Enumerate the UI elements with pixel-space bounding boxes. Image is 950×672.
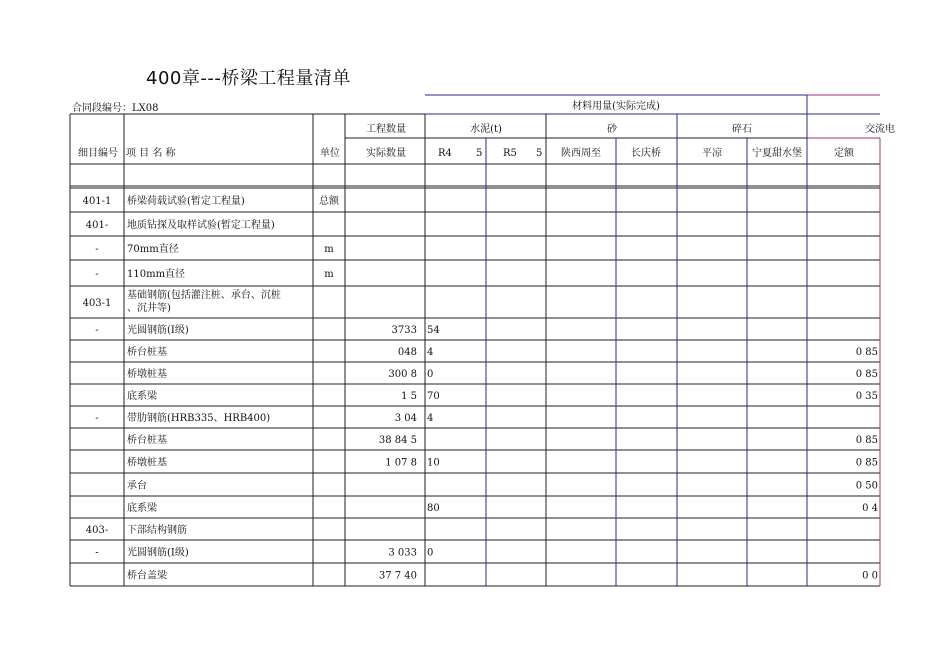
header-materials: 材料用量(实际完成) — [572, 101, 660, 112]
header-cement: 水泥(t) — [470, 124, 502, 135]
row-name: 桥台桩基 — [127, 435, 167, 446]
row-elec-rate: 0 85 — [855, 435, 878, 446]
table-grid — [70, 95, 880, 586]
row-name: 桥梁荷载试验(暂定工程量) — [127, 196, 245, 207]
row-code: - — [95, 547, 99, 559]
table-body — [83, 194, 878, 582]
sheet-title: 400章---桥梁工程量清单 — [146, 68, 351, 89]
row-cement-r4: 4 — [427, 413, 434, 424]
row-name: 110mm直径 — [127, 269, 186, 280]
header-unit: 单位 — [320, 148, 340, 159]
row-name: 光圆钢筋(Ⅰ级) — [127, 325, 189, 336]
row-name-cont: 、沉井等) — [127, 303, 171, 314]
row-qty: 3733 — [391, 325, 417, 336]
row-code: 403- — [85, 525, 109, 536]
header-cement-r4-sub: 5 — [476, 148, 483, 159]
row-qty: 1 07 8 — [385, 457, 417, 469]
header-cement-r5: R5 — [503, 148, 517, 159]
row-cement-r4: 0 — [427, 547, 434, 559]
header-qty-bottom: 实际数量 — [366, 148, 406, 159]
contract-number: 合同段编号：LX08 — [72, 103, 159, 114]
row-elec-rate: 0 0 — [862, 570, 878, 582]
row-name: 桥台盖梁 — [127, 570, 167, 582]
row-code: - — [95, 325, 99, 336]
row-code: 401- — [85, 220, 109, 231]
row-name: 带肋钢筋(HRB335、HRB400) — [127, 413, 271, 424]
row-elec-rate: 0 50 — [855, 480, 878, 492]
row-qty: 38 84 5 — [378, 435, 417, 446]
header-cement-r4: R4 — [438, 148, 452, 159]
row-qty: 1 5 — [401, 391, 417, 402]
row-name: 基础钢筋(包括灌注桩、承台、沉桩 — [127, 290, 281, 301]
row-elec-rate: 0 85 — [855, 457, 878, 469]
row-elec-rate: 0 85 — [855, 347, 878, 358]
row-name: 桥台桩基 — [127, 347, 167, 358]
header-sand-a: 陕西周至 — [561, 148, 601, 159]
row-elec-rate: 0 35 — [855, 391, 878, 402]
header-sand: 砂 — [607, 124, 617, 135]
row-code: 401-1 — [82, 196, 112, 207]
row-qty: 3 04 — [394, 413, 417, 424]
row-cement-r4: 0 — [427, 369, 434, 380]
row-name: 承台 — [127, 480, 147, 492]
header-code: 细目编号 — [78, 148, 118, 159]
row-code: - — [95, 244, 99, 255]
header-elec-rate: 定额 — [834, 148, 854, 159]
header-sand-b: 长庆桥 — [631, 148, 661, 159]
row-cement-r4: 54 — [427, 325, 440, 336]
row-name: 光圆钢筋(Ⅰ级) — [127, 547, 189, 559]
row-code: - — [95, 269, 99, 280]
row-name: 桥墩桩基 — [127, 457, 167, 469]
row-qty: 37 7 40 — [378, 570, 417, 582]
header-gravel-b: 宁夏甜水堡 — [752, 148, 802, 159]
row-unit: m — [324, 269, 334, 280]
row-cement-r4: 70 — [427, 391, 440, 402]
row-unit: m — [324, 244, 334, 255]
row-qty: 300 8 — [388, 369, 417, 380]
row-name: 底系梁 — [127, 391, 157, 402]
row-elec-rate: 0 4 — [862, 503, 878, 514]
header-gravel: 碎石 — [732, 124, 752, 135]
row-name: 地质钻探及取样试验(暂定工程量) — [127, 220, 275, 231]
row-code: - — [95, 413, 99, 424]
row-cement-r4: 4 — [427, 347, 434, 358]
row-name: 70mm直径 — [127, 244, 179, 255]
header-name: 项 目 名 称 — [126, 148, 176, 159]
row-name: 底系梁 — [127, 503, 157, 514]
header-qty-top: 工程数量 — [366, 124, 406, 135]
header-cement-r5-sub: 5 — [536, 148, 543, 159]
row-qty: 3 033 — [388, 547, 417, 559]
row-code: 403-1 — [82, 298, 112, 309]
row-unit: 总额 — [319, 196, 339, 207]
row-name: 桥墩桩基 — [127, 369, 167, 380]
header-gravel-a: 平凉 — [702, 148, 722, 159]
row-name: 下部结构钢筋 — [127, 525, 187, 536]
row-cement-r4: 80 — [427, 503, 440, 514]
header-elec: 交流电 — [865, 124, 895, 135]
row-cement-r4: 10 — [427, 457, 440, 469]
row-qty: 048 — [397, 347, 417, 358]
row-elec-rate: 0 85 — [855, 369, 878, 380]
